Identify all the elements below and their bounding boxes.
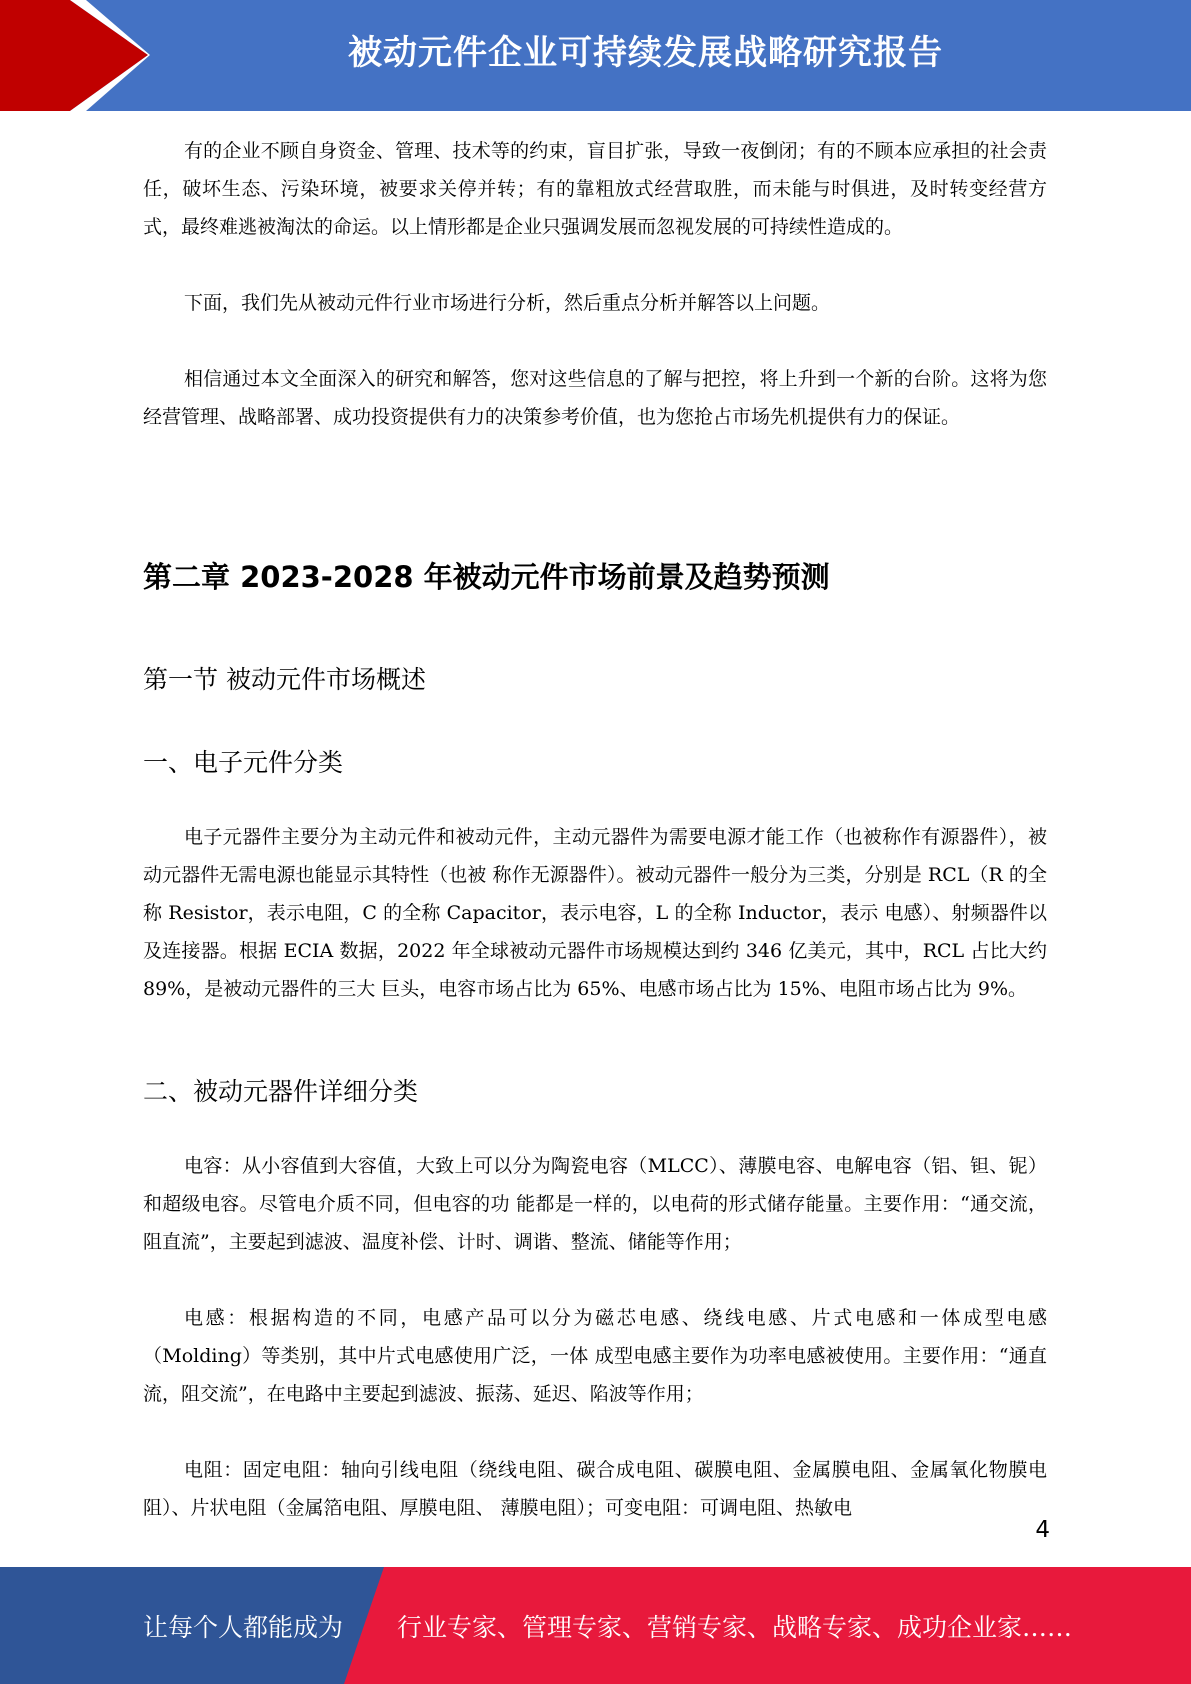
- chapter-heading: 第二章 2023-2028 年被动元件市场前景及趋势预测: [143, 560, 830, 594]
- report-title: 被动元件企业可持续发展战略研究报告: [348, 33, 943, 73]
- page-footer: [0, 1567, 1191, 1684]
- intro-paragraph-1: 有的企业不顾自身资金、管理、技术等的约束，盲目扩张，导致一夜倒闭；有的不顾本应承担的社会责任，破坏生态、污染环境，被要求关停并转；有的靠粗放式经营取胜，而未能与时俱进，及时转变经营方式，最终难逃被淘汰的命运。以上情形都是企业只强调发展而忽视发展的可持续性造成的。: [143, 140, 1047, 238]
- intro-paragraph-2: 下面，我们先从被动元件行业市场进行分析，然后重点分析并解答以上问题。: [184, 292, 831, 314]
- subsection-2-body: [143, 1147, 1047, 1527]
- inductor-paragraph: 电感：根据构造的不同，电感产品可以分为磁芯电感、绕线电感、片式电感和一体成型电感（Molding）等类别，其中片式电感使用广泛，一体 成型电感主要作为功率电感被使用。主要作用：“通直流，阻交流”，在电路中主要起到滤波、振荡、延迟、陷波等作用；: [143, 1307, 1047, 1405]
- footer-slogan-right: 行业专家、管理专家、营销专家、战略专家、成功企业家……: [397, 1613, 1073, 1642]
- subsection-1-body: [143, 818, 1047, 1008]
- intro-paragraph-3: 相信通过本文全面深入的研究和解答，您对这些信息的了解与把控，将上升到一个新的台阶。这将为您经营管理、战略部署、成功投资提供有力的决策参考价值，也为您抢占市场先机提供有力的保证。: [143, 368, 1047, 428]
- capacitor-paragraph: 电容：从小容值到大容值，大致上可以分为陶瓷电容（MLCC）、薄膜电容、电解电容（铝、钽、铌）和超级电容。尽管电介质不同，但电容的功 能都是一样的，以电荷的形式储存能量。主要作用：“通交流，阻直流”，主要起到滤波、温度补偿、计时、调谐、整流、储能等作用；: [143, 1155, 1047, 1253]
- intro-text: [143, 132, 1047, 436]
- header-arrow-decoration: [0, 0, 160, 111]
- subsection-1-paragraph: 电子元器件主要分为主动元件和被动元件，主动元器件为需要电源才能工作（也被称作有源器件），被动元器件无需电源也能显示其特性（也被 称作无源器件）。被动元器件一般分为三类，分别是 RCL（R 的全称 Resistor，表示电阻，C 的全称 Capacitor，表示电容，L 的全称 Inductor，表示 电感）、射频器件以及连接器。根据 ECIA 数据，2022 年全球被动元器件市场规模达到约 346 亿美元，其中，RCL 占比大约 89%，是被动元器件的三大 巨头，电容市场占比为 65%、电感市场占比为 15%、电阻市场占比为 9%。: [143, 826, 1047, 1000]
- section-heading: 第一节 被动元件市场概述: [143, 665, 426, 694]
- subsection-heading-1: 一、电子元件分类: [143, 748, 344, 777]
- page-number: 4: [1035, 1517, 1050, 1543]
- subsection-heading-2: 二、被动元器件详细分类: [143, 1077, 419, 1106]
- footer-slogan-left: 让每个人都能成为: [143, 1613, 344, 1642]
- page-header: [0, 0, 1191, 111]
- resistor-paragraph: 电阻：固定电阻：轴向引线电阻（绕线电阻、碳合成电阻、碳膜电阻、金属膜电阻、金属氧化物膜电阻）、片状电阻（金属箔电阻、厚膜电阻、 薄膜电阻）；可变电阻：可调电阻、热敏电: [143, 1459, 1047, 1519]
